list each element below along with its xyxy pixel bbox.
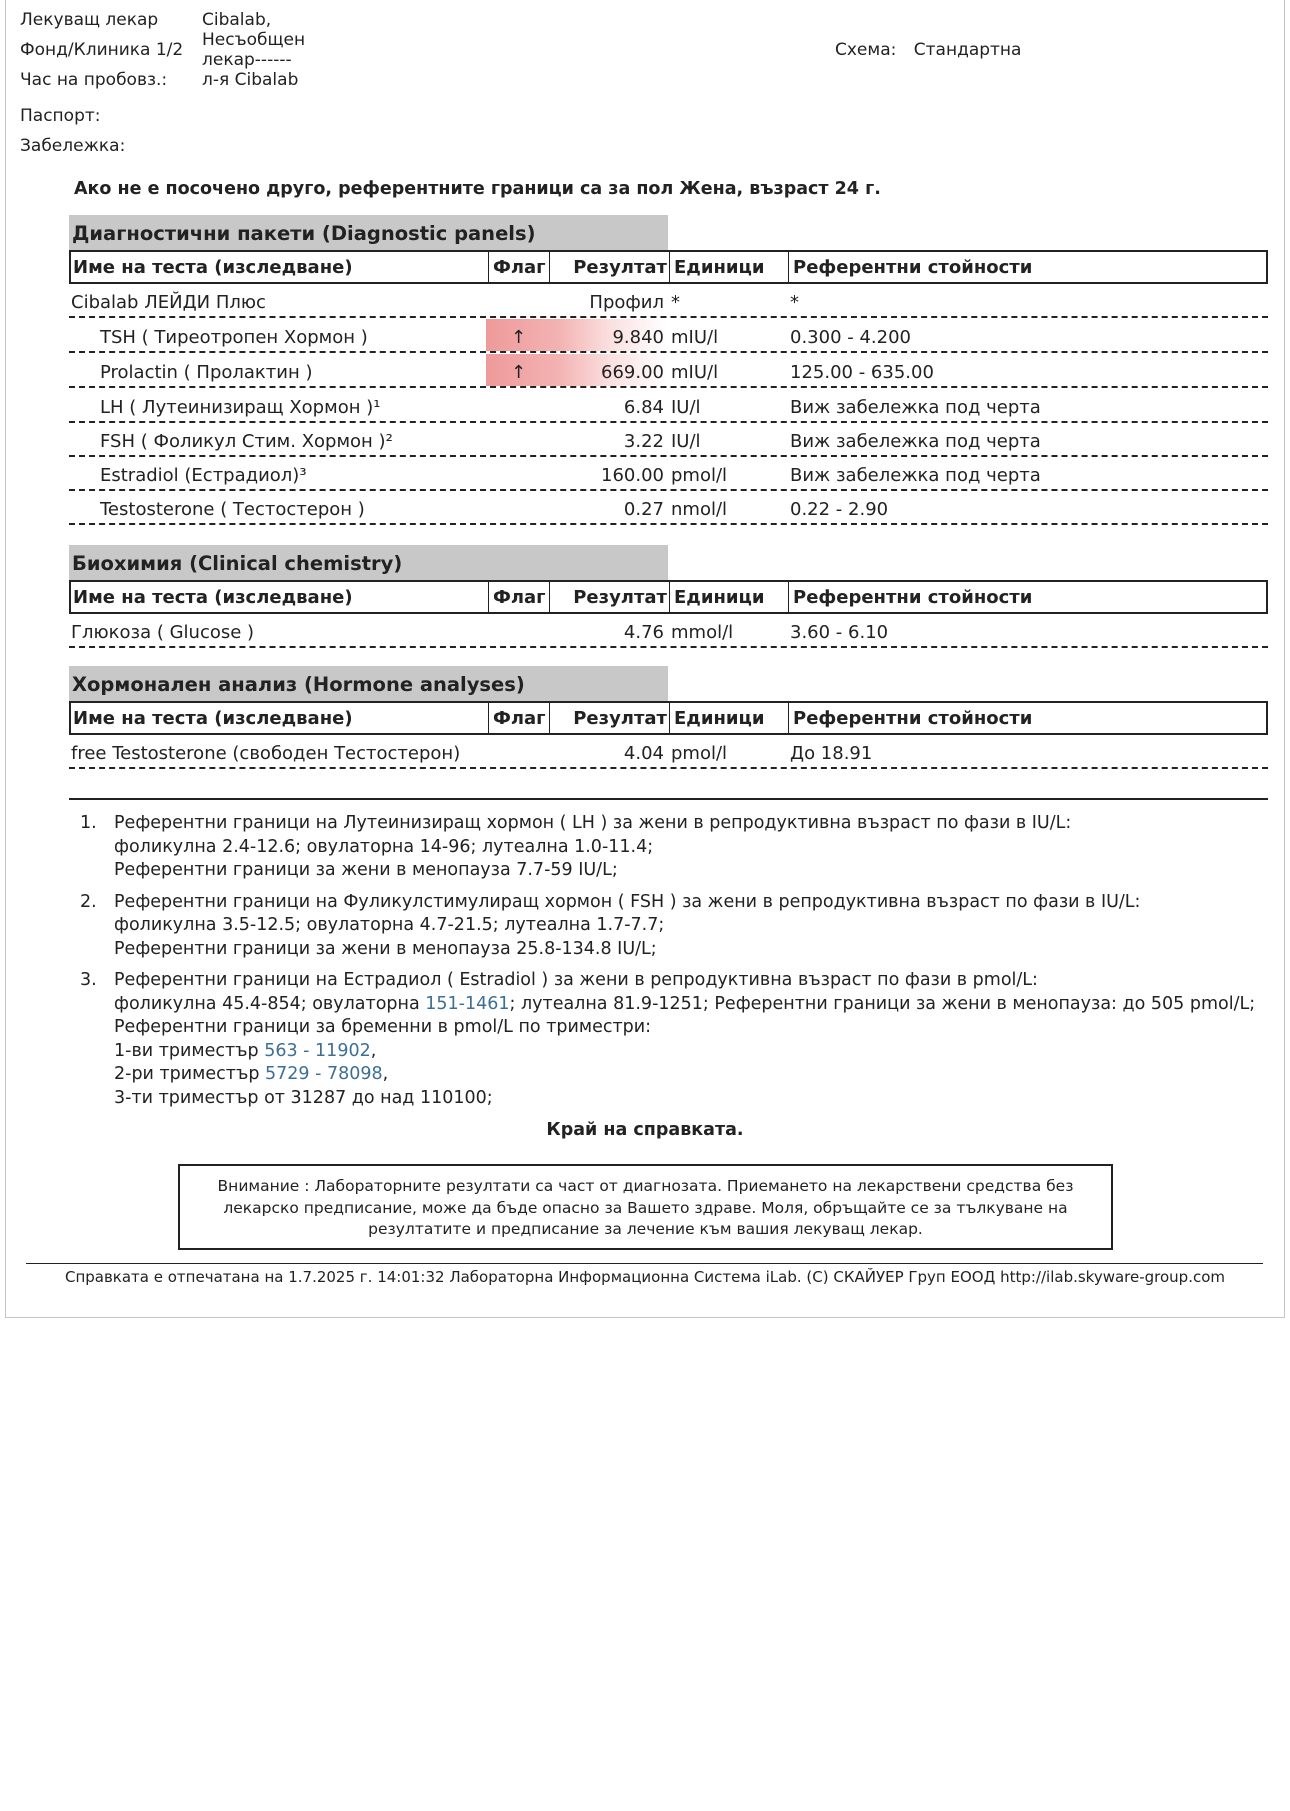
test-name: TSH ( Тиреотропен Хормон ) (100, 327, 368, 348)
footnote-1 (80, 812, 1255, 883)
footnotes (80, 812, 1255, 1116)
header-name: Име на теста (изследване) (73, 587, 353, 608)
test-result: 669.00 (601, 362, 664, 383)
header-result: Резултат (549, 582, 667, 612)
header-reference: Референтни стойности (788, 252, 1193, 282)
flag-indicator (486, 735, 547, 767)
test-unit: IU/l (671, 397, 701, 418)
printed-footer: Справката е отпечатана на 1.7.2025 г. 14:01:32 Лабораторна Информационна Система iLab. (C) СКАЙУЕР Груп ЕООД http://ilab.skyware-group.com (64, 1268, 1226, 1286)
test-result: 3.22 (623, 431, 664, 452)
header-name: Име на теста (изследване) (73, 257, 353, 278)
header-units: Единици (669, 252, 792, 282)
footnote-text: 1-ви триместър (114, 1040, 265, 1061)
footnote-line: Референтни граници за жени в менопауза 7.7-59 IU/L; (114, 860, 618, 880)
footnote-line: Референтни граници на Лутеинизиращ хормон ( LH ) за жени в репродуктивна възраст по фази в IU/L: (114, 813, 1072, 833)
footnote-line: Референтни граници за жени в менопауза 25.8-134.8 IU/L; (114, 938, 657, 959)
header-reference: Референтни стойности (788, 703, 1193, 733)
footnote-line: Референтни граници на Естрадиол ( Estradiol ) за жени в репродуктивна възраст по фази в pmol/L: (114, 970, 1038, 990)
flag-indicator (486, 389, 547, 421)
footnote-line: фоликулна 2.4-12.6; овулаторна 14-96; лутеална 1.0-11.4; (114, 836, 654, 857)
test-result: 6.84 (623, 397, 664, 418)
footnote-line (114, 1063, 1255, 1087)
reference-range: Виж забележка под черта (790, 397, 1041, 418)
footnote-text: , (370, 1040, 377, 1061)
header-flag: Флаг (488, 582, 553, 612)
test-result: 4.76 (623, 622, 664, 643)
test-name: Estradiol (Естрадиол)³ (100, 465, 307, 486)
test-unit: pmol/l (671, 743, 728, 764)
test-result: 4.04 (623, 743, 664, 764)
table-row (69, 614, 1268, 648)
footnote-number: 2. (80, 891, 97, 912)
reference-range: 0.22 - 2.90 (790, 499, 889, 520)
range-link[interactable]: 151-1461 (425, 993, 510, 1014)
footnote-text: 2-ри триместър (114, 1064, 265, 1084)
test-result: 9.840 (612, 327, 664, 348)
flag-indicator: ↑ (486, 354, 666, 386)
section-title: Биохимия (Clinical chemistry) (69, 545, 668, 581)
test-result: Профил (589, 292, 664, 313)
reference-note: Ако не е посочено друго, референтните граници са за пол Жена, възраст 24 г. (74, 179, 881, 199)
footnote-line: Референтни граници за бременни в pmol/L по триместри: (114, 1017, 652, 1037)
header-result: Резултат (549, 703, 667, 733)
print-divider (26, 1263, 1263, 1264)
test-name: Cibalab ЛЕЙДИ Плюс (71, 292, 266, 313)
footnote-number: 1. (80, 813, 97, 833)
reference-range: Виж забележка под черта (790, 431, 1041, 452)
footnote-number: 3. (80, 970, 97, 990)
table-header (69, 701, 1268, 735)
fund-label: Фонд/Клиника 1/2 (20, 40, 184, 60)
flag-indicator (486, 284, 547, 316)
test-unit: mmol/l (671, 622, 734, 643)
reference-range: 0.300 - 4.200 (790, 327, 911, 348)
footnote-line (114, 1040, 1255, 1064)
footnote-2 (80, 891, 1255, 962)
header-name: Име на теста (изследване) (73, 708, 353, 729)
table-row (69, 423, 1268, 457)
test-name: FSH ( Фоликул Стим. Хормон )² (100, 431, 393, 452)
scheme-row (835, 40, 1021, 60)
reference-range: Виж забележка под черта (790, 465, 1041, 486)
scheme-label: Схема: (835, 40, 897, 60)
table-row (69, 354, 1268, 388)
test-unit: nmol/l (671, 499, 728, 520)
reference-range: До 18.91 (790, 743, 873, 764)
footnote-divider (69, 798, 1268, 800)
footnote-text: ; лутеална 81.9-1251; Референтни граници за жени в менопауза: до 505 pmol/L; (509, 993, 1256, 1014)
header-flag: Флаг (488, 703, 553, 733)
range-link[interactable]: 5729 - 78098 (265, 1064, 383, 1084)
test-result: 160.00 (601, 465, 664, 486)
section-title: Хормонален анализ (Hormone analyses) (69, 666, 668, 702)
table-header (69, 580, 1268, 614)
reference-range: * (790, 292, 799, 313)
header-reference: Референтни стойности (788, 582, 1193, 612)
footnote-line: 3-ти триместър от 31287 до над 110100; (114, 1087, 493, 1108)
footnote-line: фоликулна 3.5-12.5; овулаторна 4.7-21.5; лутеална 1.7-7.7; (114, 915, 665, 935)
doctor-label: Лекуващ лекар (20, 10, 159, 30)
footnote-line: Референтни граници на Фуликулстимулиращ хормон ( FSH ) за жени в репродуктивна възраст по фази в IU/L: (114, 891, 1141, 912)
passport-label: Паспорт: (20, 106, 101, 126)
footnote-text: фоликулна 45.4-854; овулаторна (114, 993, 426, 1014)
end-of-report: Край на справката. (546, 1120, 744, 1140)
doctor-value: Cibalab, Несъобщен лекар------л-я Cibalab (202, 10, 306, 90)
test-name: Testosterone ( Тестостерон ) (100, 499, 365, 520)
flag-indicator (486, 491, 547, 523)
header-units: Единици (669, 703, 792, 733)
table-row (69, 735, 1268, 769)
test-name: Prolactin ( Пролактин ) (100, 362, 313, 383)
header-flag: Флаг (488, 252, 553, 282)
reference-range: 3.60 - 6.10 (790, 622, 889, 643)
test-unit: mIU/l (671, 327, 719, 348)
test-result: 0.27 (623, 499, 664, 520)
test-unit: * (671, 292, 680, 313)
scheme-value: Стандартна (913, 40, 1022, 60)
section-title: Диагностични пакети (Diagnostic panels) (69, 215, 668, 251)
table-row (69, 389, 1268, 423)
test-name: Глюкоза ( Glucose ) (71, 622, 255, 643)
flag-indicator (486, 457, 547, 489)
remark-label: Забележка: (20, 136, 126, 156)
warning-box: Внимание : Лабораторните резултати са част от диагнозата. Приемането на лекарствени средства без лекарско предписание, може да бъде опасно за Вашето здраве. Моля, обръщайте се за тълкуване на резултатите и предписание за лечение към вашия лекуващ лекар. (178, 1164, 1113, 1250)
flag-indicator (486, 423, 547, 455)
table-row (69, 457, 1268, 491)
reference-range: 125.00 - 635.00 (790, 362, 934, 383)
test-unit: mIU/l (671, 362, 719, 383)
header-units: Единици (669, 582, 792, 612)
flag-indicator: ↑ (486, 319, 666, 351)
table-row (69, 319, 1268, 353)
flag-indicator (486, 614, 547, 646)
test-name: free Testosterone (свободен Тестостерон) (71, 743, 461, 764)
footnote-line (114, 993, 1255, 1017)
table-row (69, 491, 1268, 525)
range-link[interactable]: 563 - 11902 (264, 1040, 371, 1061)
table-header (69, 250, 1268, 284)
footnote-text: , (382, 1064, 389, 1084)
table-row (69, 284, 1268, 318)
footnote-3 (80, 969, 1255, 1110)
header-result: Резултат (549, 252, 667, 282)
test-name: LH ( Лутеинизиращ Хормон )¹ (100, 397, 381, 418)
test-unit: IU/l (671, 431, 701, 452)
sample-time-label: Час на пробовз.: (20, 70, 168, 90)
test-unit: pmol/l (671, 465, 728, 486)
